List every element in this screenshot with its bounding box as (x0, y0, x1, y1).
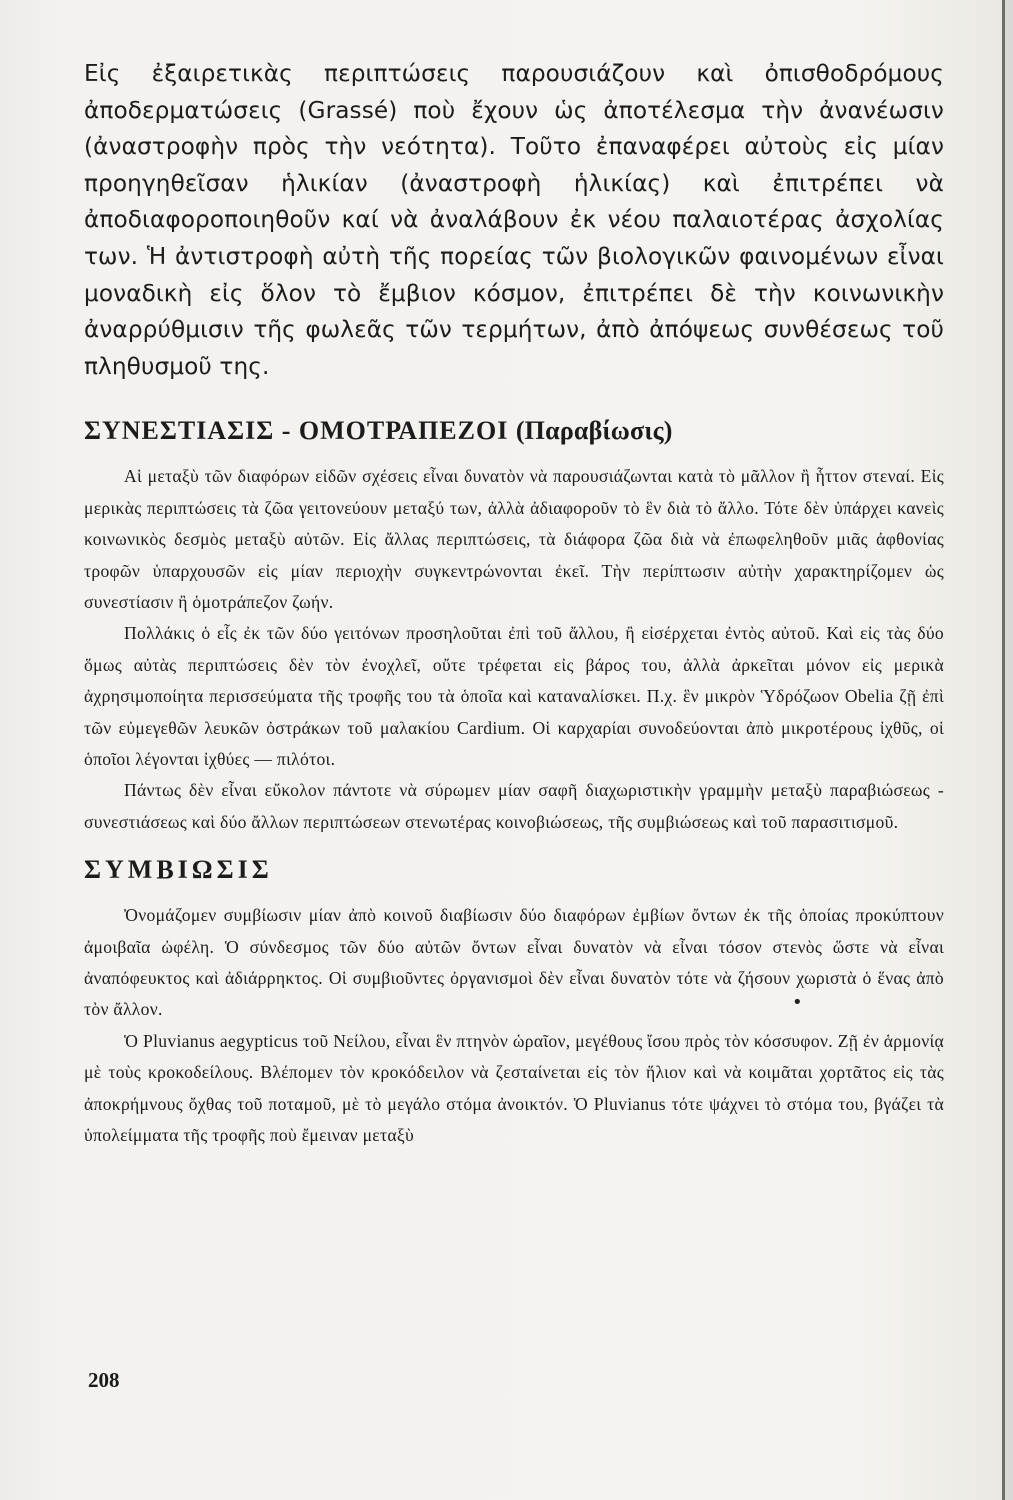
page-content (84, 56, 944, 1151)
body-paragraph: Αἱ μεταξὺ τῶν διαφόρων εἰδῶν σχέσεις εἶναι δυνατὸν νὰ παρουσιάζωνται κατὰ τὸ μᾶλλον ἢ ἧττον στεναί. Εἰς μερικὰς περιπτώσεις τὰ ζῶα γειτονεύουν μεταξύ των, ἀλλὰ ἀδιαφοροῦν τὸ ἓν διὰ τὸ ἄλλο. Τότε δὲν ὑπάρχει κανεὶς κοινωνικὸς δεσμὸς μεταξὺ αὐτῶν. Εἰς ἄλλας περιπτώσεις, τὰ διάφορα ζῶα διὰ νὰ ἐπωφεληθοῦν μιᾶς ἀφθονίας τροφῶν ὑπαρχουσῶν εἰς μίαν περιοχὴν συγκεντρώνονται ἐκεῖ. Τὴν περίπτωσιν αὐτὴν χαρακτηρίζομεν ὡς συνεστίασιν ἢ ὁμοτράπεζον ζωήν. (84, 466, 944, 612)
symbiosis-body (84, 900, 944, 1151)
page-edge-shadow (1005, 0, 1013, 1500)
body-paragraph: Ὁ Pluvianus aegypticus τοῦ Νείλου, εἶναι ἓν πτηνὸν ὡραῖον, μεγέθους ἴσου πρὸς τὸν κόσσυφον. Ζῇ ἐν ἁρμονίᾳ μὲ τοὺς κροκοδείλους. Βλέπομεν τὸν κροκόδειλον νὰ ζεσταίνεται εἰς τὸν ἥλιον καὶ νὰ κοιμᾶται χορτᾶτος εἰς τὰς ἀποκρήμνους ὄχθας τοῦ ποταμοῦ, μὲ τὸ μεγάλο στόμα ἀνοικτόν. Ὁ Pluvianus τότε ψάχνει τὸ στόμα του, βγάζει τὰ ὑπολείμματα τῆς τροφῆς ποὺ ἔμειναν μεταξὺ (84, 1030, 944, 1146)
margin-mark: • (792, 992, 803, 1013)
page-edge-line (1002, 0, 1005, 1500)
section-subtitle: (Παραβίωσις) (515, 416, 673, 446)
section-heading-symbiosis (84, 852, 944, 888)
page-number: 208 (88, 1368, 120, 1392)
section-title: ΣΥΜΒΙΩΣΙΣ (84, 855, 273, 885)
intro-section (84, 56, 944, 385)
body-paragraph: Πολλάκις ὁ εἷς ἐκ τῶν δύο γειτόνων προσηλοῦται ἐπὶ τοῦ ἄλλου, ἢ εἰσέρχεται ἐντὸς αὐτοῦ. Καὶ εἰς τὰς δύο ὅμως αὐτὰς περιπτώσεις δὲν τὸν ἐνοχλεῖ, οὔτε τρέφεται εἰς βάρος του, ἀλλὰ ἀρκεῖται μόνον εἰς μερικὰ ἀχρησιμοποίητα περισσεύματα τῆς τροφῆς του τὰ ὁποῖα καὶ καταναλίσκει. Π.χ. ἓν μικρὸν Ὑδρόζωον Obelia ζῇ ἐπὶ τῶν εὐμεγεθῶν λευκῶν ὀστράκων τοῦ μαλακίου Cardium. Οἱ καρχαρίαι συνοδεύονται ἀπὸ μικροτέρους ἰχθῦς, οἱ ὁποῖοι λέγονται ἰχθύες — πιλότοι. (84, 623, 944, 769)
section-title: ΣΥΝΕΣΤΙΑΣΙΣ - ΟΜΟΤΡΑΠΕΖΟΙ (84, 416, 509, 446)
body-paragraph: Πάντως δὲν εἶναι εὔκολον πάντοτε νὰ σύρωμεν μίαν σαφῆ διαχωριστικὴν γραμμὴν μεταξὺ παραβιώσεως - συνεστιάσεως καὶ δύο ἄλλων περιπτώσεων στενωτέρας κοινοβιώσεως, τῆς συμβιώσεως καὶ τοῦ παρασιτισμοῦ. (84, 780, 944, 832)
section-heading-synestiasis (84, 413, 944, 449)
body-paragraph: Ὀνομάζομεν συμβίωσιν μίαν ἀπὸ κοινοῦ διαβίωσιν δύο διαφόρων ἐμβίων ὄντων ἐκ τῆς ὁποίας προκύπτουν ἀμοιβαῖα ὠφέλη. Ὁ σύνδεσμος τῶν δύο αὐτῶν ὄντων εἶναι δυνατὸν νὰ εἶναι τόσον στενὸς ὥστε νὰ εἶναι ἀναπόφευκτος καὶ ἀδιάρρηκτος. Οἱ συμβιοῦντες ὀργανισμοὶ δὲν εἶναι δυνατὸν τότε νὰ ζήσουν χωριστὰ ὁ ἕνας ἀπὸ τὸν ἄλλον. (84, 905, 944, 1020)
synestiasis-body (84, 461, 944, 838)
intro-paragraph: Εἰς ἐξαιρετικὰς περιπτώσεις παρουσιάζουν καὶ ὀπισθοδρόμους ἀποδερματώσεις (Grassé) ποὺ ἔχουν ὡς ἀποτέλεσμα τὴν ἀνανέωσιν (ἀναστροφὴν πρὸς τὴν νεότητα). Τοῦτο ἐπαναφέρει αὐτοὺς εἰς μίαν προηγηθεῖσαν ἡλικίαν (ἀναστροφὴ ἡλικίας) καὶ ἐπιτρέπει νὰ ἀποδιαφοροποιηθοῦν καί νὰ ἀναλάβουν ἐκ νέου παλαιοτέρας ἀσχολίας των. Ἡ ἀντιστροφὴ αὐτὴ τῆς πορείας τῶν βιολογικῶν φαινομένων εἶναι μοναδικὴ εἰς ὅλον τὸ ἔμβιον κόσμον, ἐπιτρέπει δὲ τὴν κοινωνικὴν ἀναρρύθμισιν τῆς φωλεᾶς τῶν τερμήτων, ἀπὸ ἀπόψεως συνθέσεως τοῦ πληθυσμοῦ της. (84, 60, 944, 380)
